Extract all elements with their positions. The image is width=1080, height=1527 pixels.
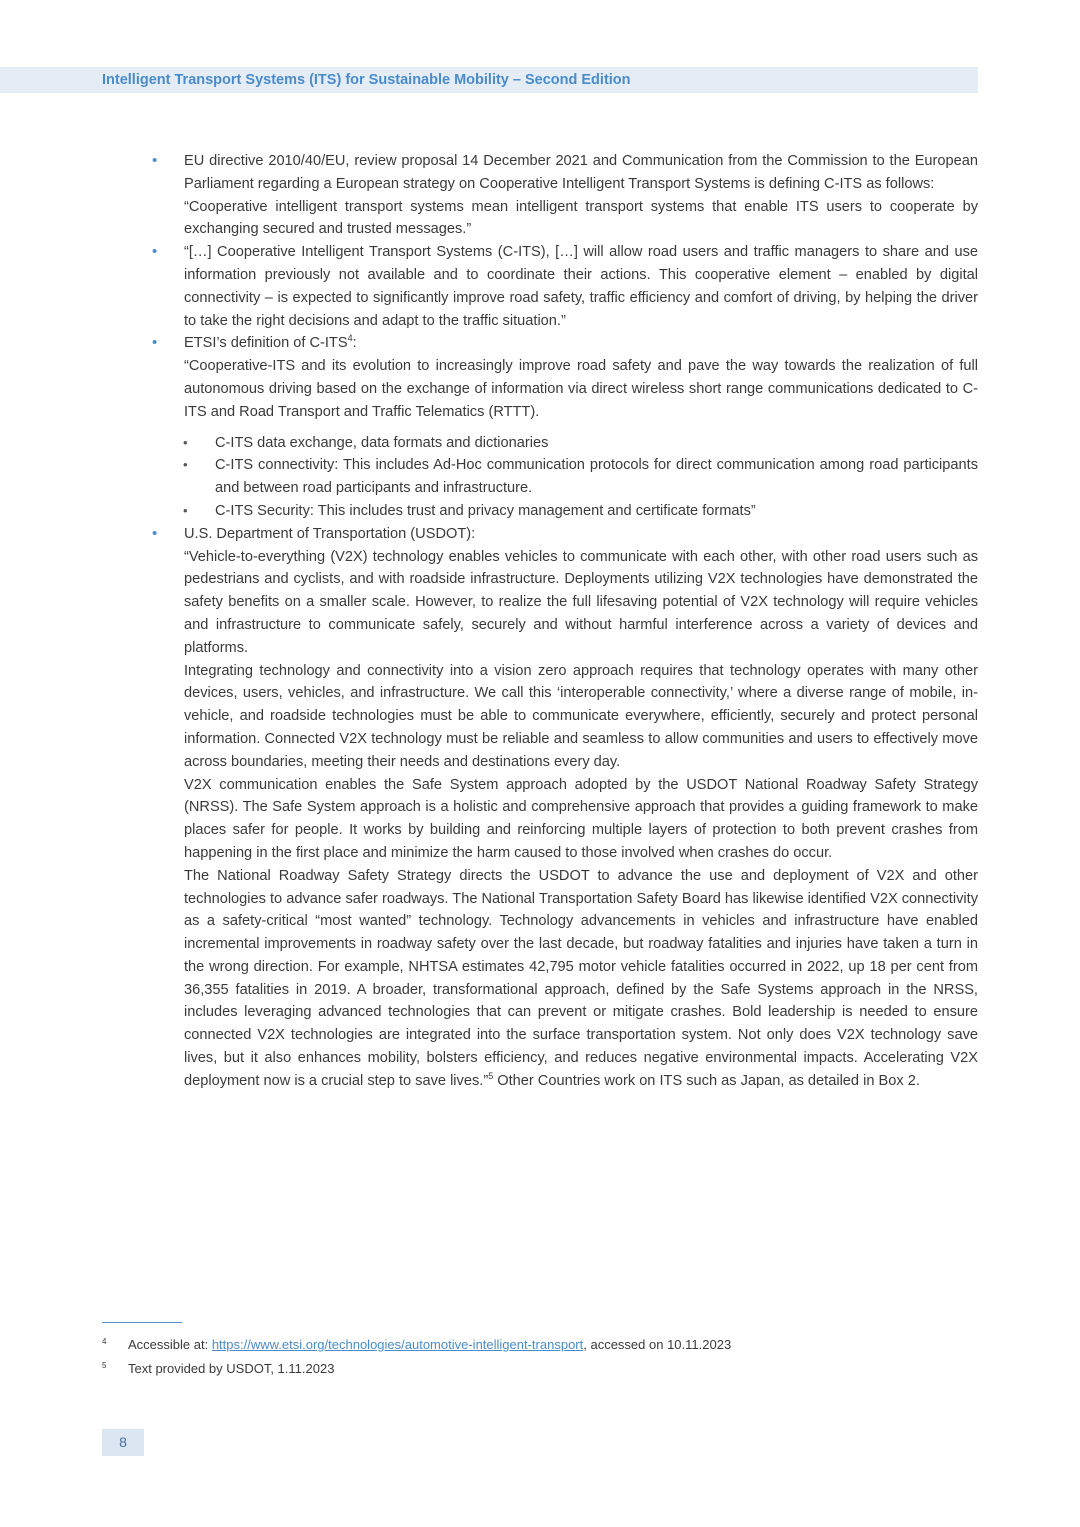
bullet-c-its-quote: • “[…] Cooperative Intelligent Transport Systems (C-ITS), […] will allow road users and traffic managers to share and use information previously not available and to coordinate their actions. This cooperative element – enabled by digital connectivity – is expected to significantly improve road safety, traffic efficiency and comfort of driving, by helping the driver to take the right decisions and adapt to the traffic situation.”	[148, 241, 978, 332]
page-number: 8	[102, 1429, 144, 1456]
sub-bullet-security: • C-ITS Security: This includes trust and privacy management and certificate formats”	[148, 500, 978, 523]
sub-bullet-connectivity: • C-ITS connectivity: This includes Ad-Hoc communication protocols for direct communication among road participants and between road participants and infrastructure.	[148, 454, 978, 500]
paragraph-v2x-technology: “Vehicle-to-everything (V2X) technology enables vehicles to communicate with each other, with other road users such as pedestrians and cyclists, and with roadside infrastructure. Deployments utilizing V2X technologies have demonstrated the safety benefits on a smaller scale. However, to realize the full lifesaving potential of V2X technology will require vehicles and infrastructure to communicate safely, securely and without harmful interference across a variety of devices and platforms.	[184, 548, 978, 656]
footnotes	[102, 1333, 731, 1381]
paragraph-nrss: The National Roadway Safety Strategy directs the USDOT to advance the use and deployment of V2X and other technologies to advance safer roadways. The National Transportation Safety Board has likewise identified V2X connectivity as a safety-critical “most wanted” technology. Technology advancements in vehicles and infrastructure have enabled incremental improvements in roadway safety over the last decade, but roadway fatalities and injuries have taken a turn in the wrong direction. For example, NHTSA estimates 42,795 motor vehicle fatalities occurred in 2022, up 18 per cent from 36,355 fatalities in 2019. A broader, transformational approach, defined by the Safe Systems approach in the NRSS, includes leveraging advanced technologies that can prevent or mitigate crashes. Bold leadership is needed to ensure connected V2X technologies are integrated into the surface transportation system. Not only does V2X technology save lives, but it also enhances mobility, bolsters efficiency, and reduces negative environmental impacts. Accelerating V2X deployment now is a crucial step to save lives.”$^5$ Other Countries work on ITS such as Japan, as detailed in Box 2.	[184, 867, 978, 1089]
paragraph-interoperable-connectivity: Integrating technology and connectivity into a vision zero approach requires that technology operates with many other devices, users, vehicles, and infrastructure. We call this ‘interoperable connectivity,’ where a diverse range of mobile, in-vehicle, and roadside technologies must be able to communicate everywhere, efficiently, securely and protect personal information. Connected V2X technology must be reliable and seamless to allow communities and users to effectively move across boundaries, meeting their needs and destinations every day.	[184, 662, 978, 770]
footnote-4: 4 Accessible at: https://www.etsi.org/technologies/automotive-intelligent-transport, accessed on 10.11.2023	[102, 1333, 731, 1357]
footnote-number: 5	[102, 1361, 107, 1370]
footnote-number: 4	[102, 1337, 107, 1346]
footnote-5: 5 Text provided by USDOT, 1.11.2023	[102, 1357, 731, 1381]
etsi-text: ETSI’s definition of C-ITS	[184, 335, 348, 352]
bullet-eu-directive: • EU directive 2010/40/EU, review proposal 14 December 2021 and Communication from the Commission to the European Parliament regarding a European strategy on Cooperative Intelligent Transport Systems is defining C-ITS as follows:	[148, 150, 978, 196]
bullet-usdot: • U.S. Department of Transportation (USDOT):	[148, 523, 978, 546]
quote-etsi: “Cooperative-ITS and its evolution to increasingly improve road safety and pave the way towards the realization of full autonomous driving based on the exchange of information via direct wireless short range communications dedicated to C-ITS and Road Transport and Traffic Telematics (RTTT).	[184, 358, 978, 420]
footnote-ref-4[interactable]: 4	[347, 333, 353, 344]
running-header-title: Intelligent Transport Systems (ITS) for Sustainable Mobility – Second Edition	[102, 72, 631, 88]
paragraph-safe-system: V2X communication enables the Safe System approach adopted by the USDOT National Roadway Safety Strategy (NRSS). The Safe System approach is a holistic and comprehensive approach that provides a guiding framework to make places safer for people. It works by building and reinforcing multiple layers of protection to both prevent crashes from happening in the first place and minimize the harm caused to those involved when crashes do occur.	[184, 776, 978, 861]
footnote-divider	[102, 1322, 182, 1323]
footnote-ref-5[interactable]: 5	[488, 1071, 494, 1082]
etsi-link[interactable]: https://www.etsi.org/technologies/automotive-intelligent-transport	[211, 1337, 584, 1352]
bullet-etsi-definition: • ETSI’s definition of C-ITS$^4$:	[148, 332, 978, 355]
sub-bullet-data-exchange: • C-ITS data exchange, data formats and dictionaries	[148, 432, 978, 455]
main-content	[148, 150, 978, 1093]
quote-c-its-definition: “Cooperative intelligent transport systems mean intelligent transport systems that enable ITS users to cooperate by exchanging secured and trusted messages.”	[184, 198, 978, 238]
